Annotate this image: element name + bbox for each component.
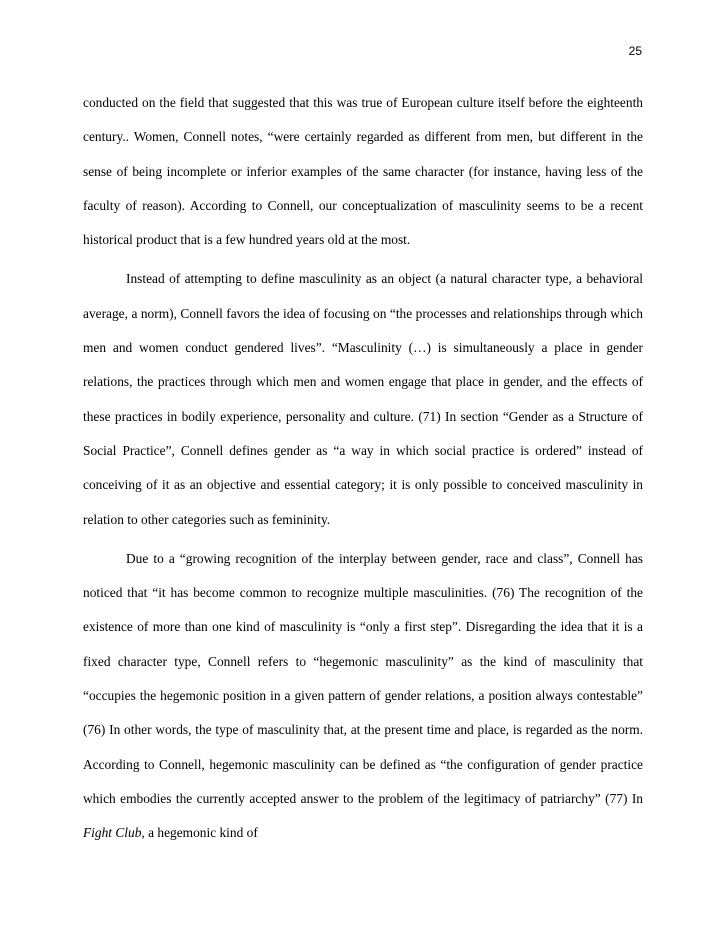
page-number: 25 — [628, 44, 642, 58]
paragraph-2 — [83, 262, 643, 536]
paragraph-3-text-end: , a hegemonic kind of — [141, 825, 258, 841]
paragraph-3 — [83, 542, 643, 851]
paragraph-2-text: Instead of attempting to define masculinity as an object (a natural character type, a behavioral average, a norm), Connell favors the idea of focusing on “the processes and relationships through which men and women conduct gendered lives”. “Masculinity (…) is simultaneously a place in gender relations, the practices through which men and women engage that place in gender, and the effects of these practices in bodily experience, personality and culture. (71) In section “Gender as a Structure of Social Practice”, Connell defines gender as “a way in which social practice is ordered” instead of conceiving of it as an objective and essential category; it is only possible to conceived masculinity in relation to other categories such as femininity. — [83, 271, 643, 527]
body-text — [83, 86, 643, 856]
paragraph-1 — [83, 86, 643, 257]
book-title-italic: Fight Club — [83, 825, 142, 841]
paragraph-3-text: Due to a “growing recognition of the interplay between gender, race and class”, Connell has noticed that “it has become common to recognize multiple masculinities. (76) The recognition of the existence of more than one kind of masculinity is “only a first step”. Disregarding the idea that it is a fixed character type, Connell refers to “hegemonic masculinity” as the kind of masculinity that “occupies the hegemonic position in a given pattern of gender relations, a position always contestable” (76) In other words, the type of masculinity that, at the present time and place, is regarded as the norm. According to Connell, hegemonic masculinity can be defined as “the configuration of gender practice which embodies the currently accepted answer to the problem of the legitimacy of patriarchy” (77) In — [83, 550, 643, 806]
paragraph-1-text: conducted on the field that suggested that this was true of European culture itself before the eighteenth century.. Women, Connell notes, “were certainly regarded as different from men, but different in the sense of being incomplete or inferior examples of the same character (for instance, having less of the faculty of reason). According to Connell, our conceptualization of masculinity seems to be a recent historical product that is a few hundred years old at the most. — [83, 95, 643, 248]
